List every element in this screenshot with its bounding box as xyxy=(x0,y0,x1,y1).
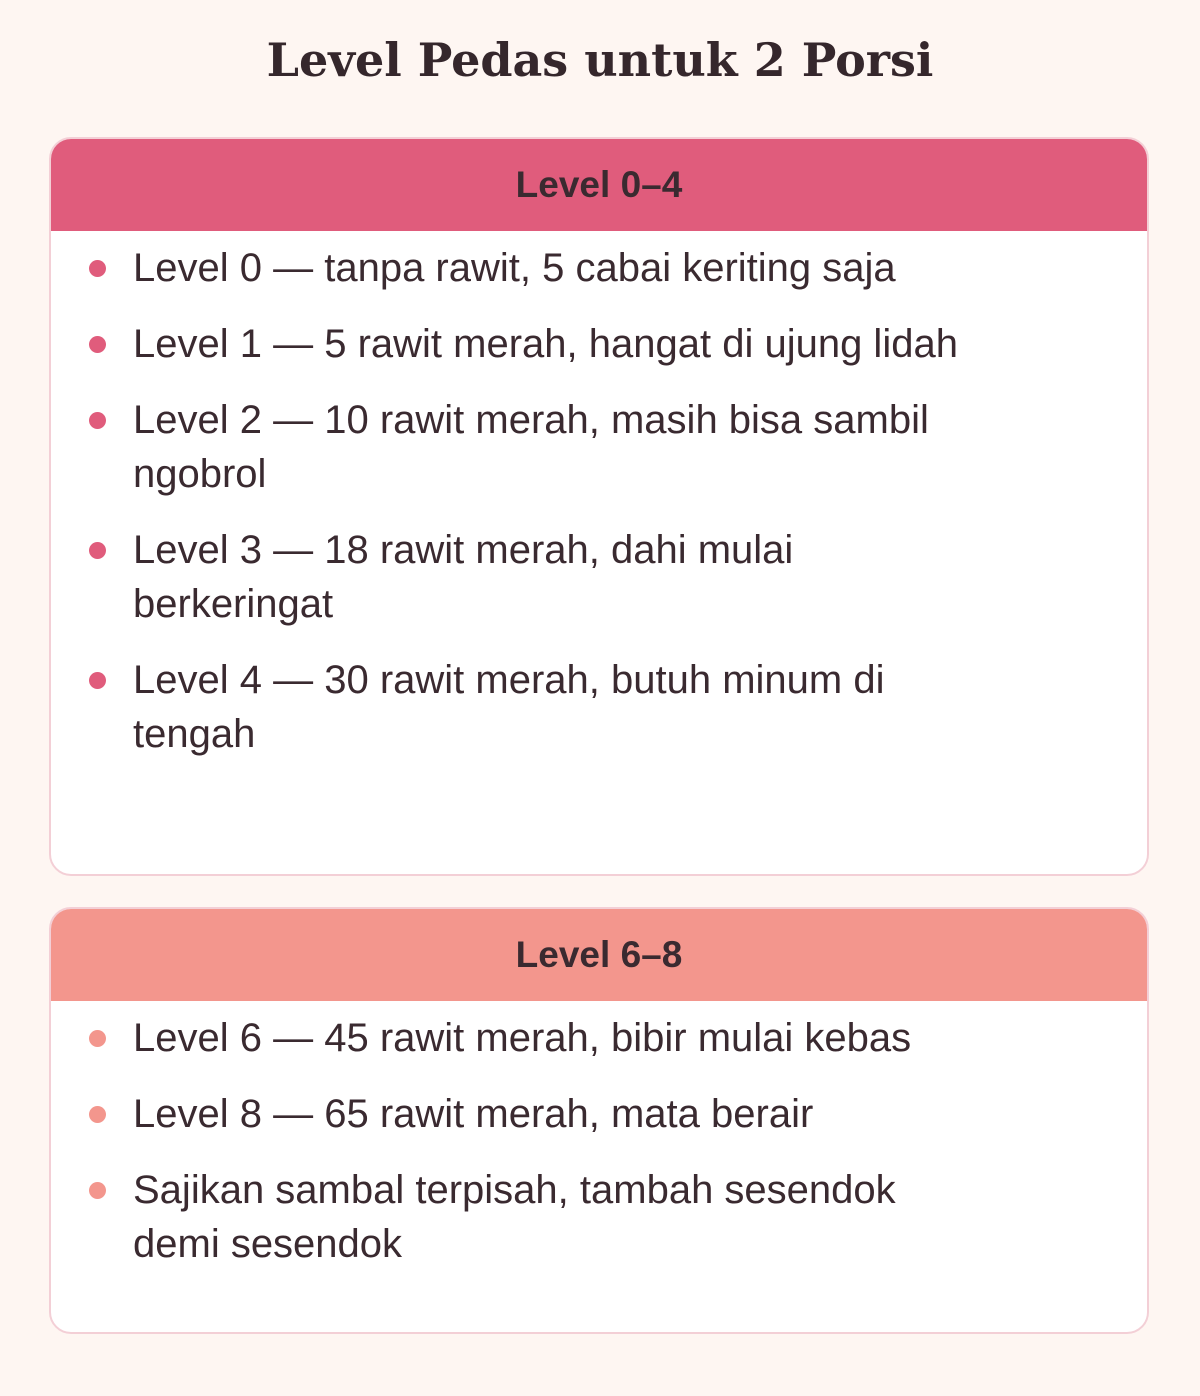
spice-level-card-0-4 xyxy=(49,137,1149,876)
list-item xyxy=(51,393,1147,501)
bullet-dot-icon xyxy=(89,1030,106,1047)
bullet-dot-icon xyxy=(89,1106,106,1123)
list-item xyxy=(51,1011,1147,1065)
bullet-dot-icon xyxy=(89,412,106,429)
bullet-dot-icon xyxy=(89,672,106,689)
list-item xyxy=(51,523,1147,631)
bullet-dot-icon xyxy=(89,1182,106,1199)
card-heading: Level 6–8 xyxy=(51,909,1147,1001)
bullet-dot-icon xyxy=(89,542,106,559)
list-item-text: Level 4 — 30 rawit merah, butuh minum di tengah xyxy=(133,658,885,756)
list-item-text: Level 8 — 65 rawit merah, mata berair xyxy=(133,1092,814,1136)
list-item-text: Sajikan sambal terpisah, tambah sesendok demi sesendok xyxy=(133,1168,896,1266)
card-heading: Level 0–4 xyxy=(51,139,1147,231)
list-item xyxy=(51,317,1147,371)
page-title: Level Pedas untuk 2 Porsi xyxy=(266,33,934,87)
bullet-dot-icon xyxy=(89,336,106,353)
item-list xyxy=(51,231,1147,761)
list-item-text: Level 2 — 10 rawit merah, masih bisa sambil ngobrol xyxy=(133,398,929,496)
item-list xyxy=(51,1001,1147,1271)
list-item xyxy=(51,1163,1147,1271)
spice-level-card-6-8 xyxy=(49,907,1149,1334)
list-item xyxy=(51,241,1147,295)
list-item xyxy=(51,653,1147,761)
list-item-text: Level 6 — 45 rawit merah, bibir mulai kebas xyxy=(133,1016,912,1060)
list-item-text: Level 3 — 18 rawit merah, dahi mulai berkeringat xyxy=(133,528,794,626)
bullet-dot-icon xyxy=(89,260,106,277)
list-item-text: Level 1 — 5 rawit merah, hangat di ujung lidah xyxy=(133,322,958,366)
list-item xyxy=(51,1087,1147,1141)
list-item-text: Level 0 — tanpa rawit, 5 cabai keriting saja xyxy=(133,246,896,290)
